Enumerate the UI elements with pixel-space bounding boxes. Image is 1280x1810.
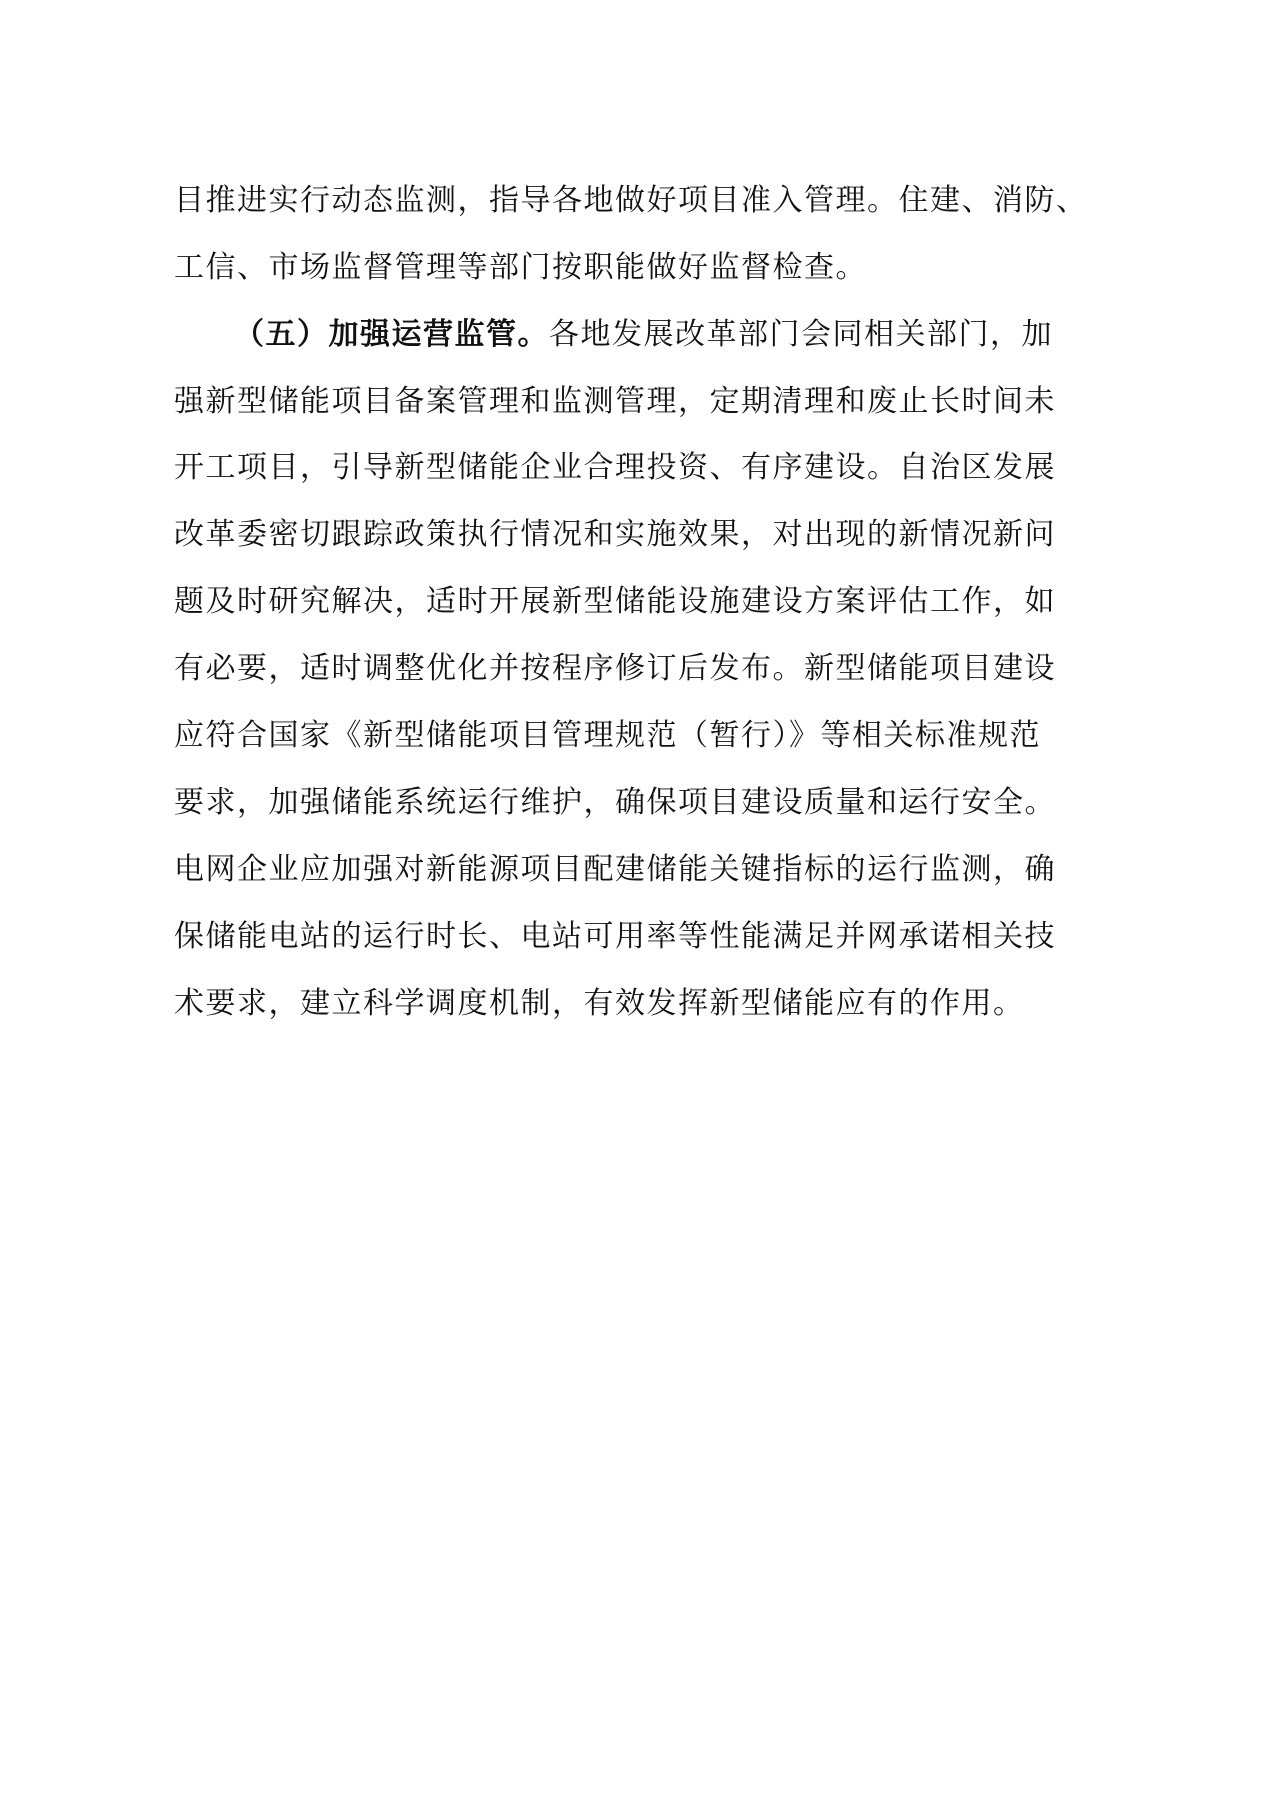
paragraph-line: 有必要，适时调整优化并按程序修订后发布。新型储能项目建设 — [174, 651, 1056, 686]
paragraph-line: 题及时研究解决，适时开展新型储能设施建设方案评估工作，如 — [174, 584, 1056, 619]
paragraph-line: 工信、市场监督管理等部门按职能做好监督检查。 — [174, 250, 867, 285]
paragraph-line: 强新型储能项目备案管理和监测管理，定期清理和废止长时间未 — [174, 384, 1056, 419]
section-heading: （五）加强运营监管。 — [234, 317, 549, 352]
paragraph-line: 应符合国家《新型储能项目管理规范（暂行）》等相关标准规范 — [174, 718, 1041, 753]
paragraph-line: 要求，加强储能系统运行维护，确保项目建设质量和运行安全。 — [174, 785, 1056, 820]
paragraph-line: 电网企业应加强对新能源项目配建储能关键指标的运行监测，确 — [174, 852, 1056, 887]
section-heading-line — [234, 315, 1114, 355]
section-heading-text: 各地发展改革部门会同相关部门，加 — [549, 317, 1053, 352]
paragraph-line: 开工项目，引导新型储能企业合理投资、有序建设。自治区发展 — [174, 450, 1056, 485]
paragraph-line: 术要求，建立科学调度机制，有效发挥新型储能应有的作用。 — [174, 986, 1025, 1021]
paragraph-line: 保储能电站的运行时长、电站可用率等性能满足并网承诺相关技 — [174, 919, 1056, 954]
paragraph-line: 改革委密切跟踪政策执行情况和实施效果，对出现的新情况新问 — [174, 517, 1056, 552]
paragraph-line: 目推进实行动态监测，指导各地做好项目准入管理。住建、消防、 — [174, 183, 1088, 218]
